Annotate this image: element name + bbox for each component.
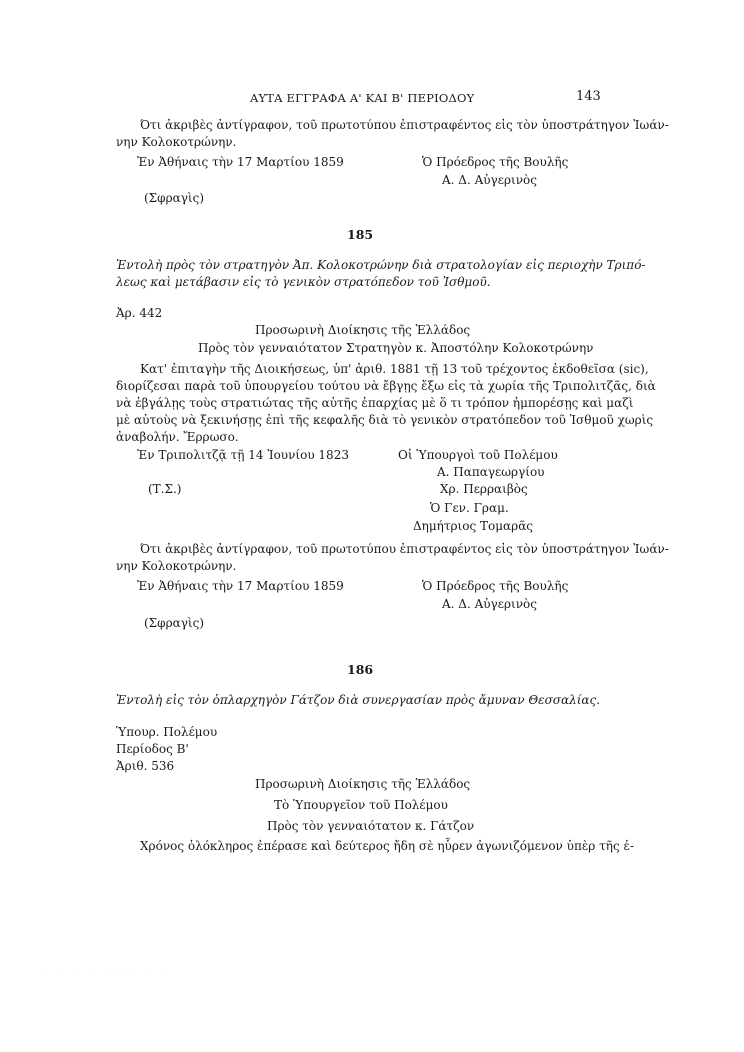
doc186-ref-line-1: Ὑπουρ. Πολέμου (116, 725, 218, 739)
doc186-issuer: Προσωρινὴ Διοίκησις τῆς Ἑλλάδος (255, 777, 471, 791)
doc185-attestation-signer-name: Α. Δ. Αὐγερινὸς (442, 597, 537, 611)
doc185-signers-title: Οἱ Ὑπουργοὶ τοῦ Πολέμου (398, 448, 558, 462)
doc185-secretary-title: Ὁ Γεν. Γραμ. (430, 501, 509, 515)
page-number: 143 (576, 89, 601, 104)
attestation-line-1: Ότι ἀκριβὲς ἀντίγραφον, τοῦ πρωτοτύπου ἐπιστραφέντος εἰς τὸν ὑποστράτηγον Ἰωάν- (140, 118, 669, 132)
doc186-ref-line-3: Ἀριθ. 536 (116, 759, 175, 773)
doc186-addressee: Πρὸς τὸν γενναιότατον κ. Γάτζον (267, 819, 475, 833)
doc185-body-line-2: διορίζεσαι παρὰ τοῦ ὑπουργείου τούτου νὰ ἔβγῃς ἔξω εἰς τὰ χωρία τῆς Τριπολιτζᾶς, διὰ (116, 379, 656, 393)
doc185-body-line-4: μὲ αὐτοὺς νὰ ξεκινήσῃς ἐπὶ τῆς κεφαλῆς διὰ τὸ γενικὸν στρατόπεδον τοῦ Ἰσθμοῦ χωρὶς (116, 413, 654, 427)
place-date: Ἐν Ἀθήναις τὴν 17 Μαρτίου 1859 (137, 155, 344, 169)
running-title: ΑΥΤΑ ΕΓΓΡΑΦΑ Α' ΚΑΙ Β' ΠΕΡΙΟΔΟΥ (250, 91, 475, 105)
doc185-secretary-name: Δημήτριος Τομαρᾶς (413, 519, 534, 533)
doc186-ref-line-2: Περίοδος Β' (116, 742, 189, 756)
document-number-185: 185 (347, 227, 374, 242)
seal: (Σφραγὶς) (144, 191, 205, 205)
doc185-summary-line-1: Ἐντολὴ πρὸς τὸν στρατηγὸν Ἀπ. Κολοκοτρώνην διὰ στρατολογίαν εἰς περιοχὴν Τριπό- (116, 258, 646, 272)
attestation-line-2: νην Κολοκοτρώνην. (116, 135, 237, 149)
doc185-addressee: Πρὸς τὸν γενναιότατον Στρατηγὸν κ. Ἀποστόλην Κολοκοτρώνην (198, 341, 594, 355)
doc185-signer-2: Χρ. Περραιβὸς (440, 482, 528, 496)
doc186-ministry: Τὸ Ὑπουργεῖον τοῦ Πολέμου (274, 798, 448, 812)
doc185-body-line-5: ἀναβολήν. Ἔρρωσο. (116, 430, 239, 444)
doc186-body-line-1: Χρόνος ὁλόκληρος ἐπέρασε καὶ δεύτερος ἤδη σὲ ηὗρεν ἀγωνιζόμενον ὑπὲρ τῆς ἐ- (140, 839, 635, 853)
doc185-summary-line-2: λεως καὶ μετάβασιν εἰς τὸ γενικὸν στρατόπεδον τοῦ Ἰσθμοῦ. (116, 275, 491, 289)
scan-specks: · · · · · · · · · (40, 968, 175, 975)
doc185-body-line-1: Κατ' ἐπιταγὴν τῆς Διοικήσεως, ὑπ' ἀριθ. 1881 τῇ 13 τοῦ τρέχοντος ἐκδοθεῖσα (sic), (140, 362, 649, 376)
signer-name: Α. Δ. Αὐγερινὸς (442, 173, 537, 187)
doc185-seal: (Τ.Σ.) (148, 482, 182, 496)
doc185-attestation-line-2: νην Κολοκοτρώνην. (116, 559, 237, 573)
signer-title: Ὁ Πρόεδρος τῆς Βουλῆς (422, 155, 569, 169)
doc185-attestation-place-date: Ἐν Ἀθήναις τὴν 17 Μαρτίου 1859 (137, 579, 344, 593)
document-number-186: 186 (347, 662, 374, 677)
doc185-place-date: Ἐν Τριπολιτζᾷ τῇ 14 Ἰουνίου 1823 (137, 448, 349, 462)
doc185-signer-1: Α. Παπαγεωργίου (437, 465, 545, 479)
doc185-ref: Ἀρ. 442 (116, 306, 163, 320)
doc185-attestation-line-1: Ότι ἀκριβὲς ἀντίγραφον, τοῦ πρωτοτύπου ἐπιστραφέντος εἰς τὸν ὑποστράτηγον Ἰωάν- (140, 542, 669, 556)
doc186-summary: Ἐντολὴ εἰς τὸν ὁπλαρχηγὸν Γάτζον διὰ συνεργασίαν πρὸς ἄμυναν Θεσσαλίας. (116, 693, 601, 707)
doc185-attestation-signer-title: Ὁ Πρόεδρος τῆς Βουλῆς (422, 579, 569, 593)
doc185-issuer: Προσωρινὴ Διοίκησις τῆς Ἑλλάδος (255, 323, 471, 337)
doc185-body-line-3: νὰ ἐβγάλῃς τοὺς στρατιώτας τῆς αὐτῆς ἐπαρχίας μὲ ὅ τι τρόπον ἠμπορέσῃς καὶ μαζὶ (116, 396, 634, 410)
doc185-attestation-seal: (Σφραγὶς) (144, 616, 205, 630)
